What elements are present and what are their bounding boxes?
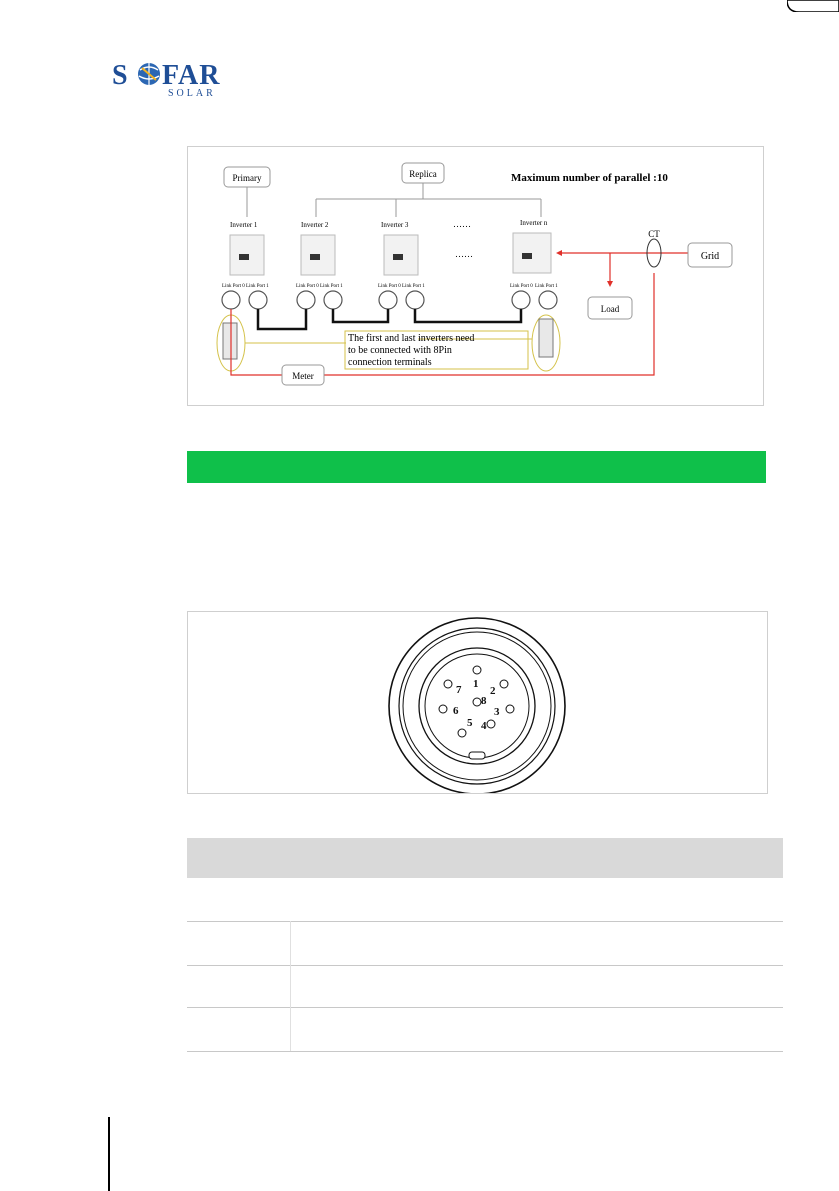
link-port-label: Link Port 0	[222, 284, 245, 289]
table-row-divider	[187, 1051, 783, 1052]
note-line-2: to be connected with 8Pin	[348, 345, 452, 356]
inverter-n-icon	[513, 233, 551, 273]
table-row-divider	[187, 921, 783, 922]
link-cables	[258, 309, 521, 329]
inverter-2-label: Inverter 2	[301, 221, 329, 229]
pin-5-label: 5	[467, 717, 473, 729]
dots-top: ……	[453, 219, 471, 229]
svg-text:S: S	[112, 60, 129, 91]
note-line-1: The first and last inverters need	[348, 333, 475, 344]
replica-label: Replica	[409, 169, 437, 179]
link-port-label: Link Port 1	[535, 284, 558, 289]
globe-icon	[138, 63, 160, 85]
grid-label: Grid	[700, 251, 720, 262]
pin-2-label: 2	[490, 685, 496, 697]
page-tab-mark	[787, 0, 839, 12]
table-row-divider	[187, 965, 783, 966]
link-port-label: Link Port 0	[510, 284, 533, 289]
parallel-connection-figure	[187, 146, 764, 406]
section-heading-bar	[187, 451, 766, 483]
pin-7-label: 7	[456, 684, 462, 696]
port-connectors	[222, 291, 557, 309]
dots-middle: ……	[455, 249, 473, 259]
meter-label: Meter	[292, 371, 314, 381]
inverter-1-icon	[230, 235, 264, 275]
table-row-divider	[187, 1007, 783, 1008]
connector-pinout-figure	[187, 611, 768, 794]
primary-label: Primary	[232, 173, 262, 183]
link-port-label: Link Port 1	[402, 284, 425, 289]
pin-8-label: 8	[481, 695, 487, 707]
max-parallel-text: Maximum number of parallel :10	[511, 172, 668, 184]
table-header-row	[187, 838, 783, 878]
table-column-divider	[290, 921, 291, 1051]
link-port-label: Link Port 0	[296, 284, 319, 289]
page-margin-line	[108, 1117, 110, 1191]
inverter-1-label: Inverter 1	[230, 221, 258, 229]
load-label: Load	[600, 304, 620, 314]
link-port-label: Link Port 1	[320, 284, 343, 289]
inverter-n-label: Inverter n	[520, 219, 548, 227]
note-line-3: connection terminals	[348, 357, 432, 368]
pin-4-label: 4	[481, 720, 487, 732]
inverter-2-icon	[301, 235, 335, 275]
terminal-left-icon	[223, 323, 237, 359]
svg-text:SOLAR: SOLAR	[168, 88, 216, 98]
pin-3-label: 3	[494, 706, 500, 718]
svg-text:FAR: FAR	[162, 60, 221, 91]
inverter-3-label: Inverter 3	[381, 221, 409, 229]
pin-6-label: 6	[453, 705, 459, 717]
link-port-label: Link Port 0	[378, 284, 401, 289]
ct-label: CT	[648, 229, 660, 239]
sofar-logo	[112, 58, 244, 98]
inverter-3-icon	[384, 235, 418, 275]
terminal-right-icon	[539, 319, 553, 357]
pin-1-label: 1	[473, 678, 479, 690]
link-port-label: Link Port 1	[246, 284, 269, 289]
